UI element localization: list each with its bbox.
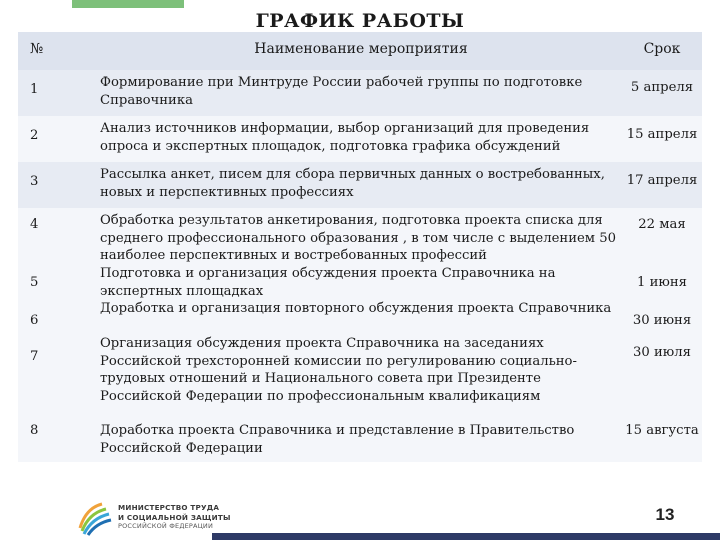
row-activity: Организация обсуждения проекта Справочника на заседаниях Российской трехсторонней комиссии по регулированию социально-трудовых отношений и Национального совета при Президенте Российской Федерации по профессиональным квалификациям <box>100 336 577 404</box>
row-number: 4 <box>30 217 39 232</box>
row-deadline: 15 апреля <box>626 127 698 142</box>
row-number: 6 <box>30 313 39 328</box>
ministry-name <box>118 503 231 532</box>
row-deadline: 30 июня <box>632 313 692 328</box>
row-activity: Анализ источников информации, выбор организаций для проведения опроса и экспертных площадок, подготовка графика обсуждений <box>100 121 590 154</box>
table-row <box>18 116 702 162</box>
row-activity: Формирование при Минтруде России рабочей группы по подготовке Справочника <box>100 75 583 108</box>
page-number: 13 <box>655 505 675 524</box>
header-activity: Наименование мероприятия <box>254 41 468 57</box>
ministry-logo <box>76 498 376 538</box>
row-number: 5 <box>30 275 39 290</box>
row-activity: Рассылка анкет, писем для сбора первичных данных о востребованных, новых и перспективных профессиях <box>100 167 605 200</box>
row-deadline: 17 апреля <box>626 173 698 188</box>
logo-line-3: РОССИЙСКОЙ ФЕДЕРАЦИИ <box>118 522 214 530</box>
footer-bar <box>212 533 720 540</box>
ministry-emblem-icon <box>76 498 114 536</box>
row-deadline: 1 июня <box>637 275 687 290</box>
top-accent-bar <box>72 0 184 8</box>
row-activity: Обработка результатов анкетирования, подготовка проекта списка для среднего профессионального образования , в том числе с выделением 50 наиболее перспективных и востребованных профессий <box>100 213 617 263</box>
row-number: 1 <box>30 82 39 97</box>
table-header-row <box>18 32 702 70</box>
row-number: 8 <box>30 423 39 438</box>
row-deadline: 15 августа <box>625 423 699 438</box>
row-number: 7 <box>30 349 39 364</box>
schedule-table <box>18 32 702 462</box>
row-deadline: 5 апреля <box>630 80 694 95</box>
row-number: 2 <box>30 128 39 143</box>
header-deadline: Срок <box>643 41 681 57</box>
header-number: № <box>30 41 44 57</box>
row-activity: Доработка и организация повторного обсуждения проекта Справочника <box>100 301 612 316</box>
slide-title: ГРАФИК РАБОТЫ <box>255 10 465 32</box>
row-activity: Подготовка и организация обсуждения проекта Справочника на экспертных площадках <box>100 266 556 299</box>
table-row <box>18 70 702 116</box>
table-row <box>18 162 702 208</box>
logo-line-2: И СОЦИАЛЬНОЙ ЗАЩИТЫ <box>118 512 231 522</box>
table-row-group <box>18 208 702 462</box>
row-deadline: 30 июля <box>633 345 691 360</box>
row-deadline: 22 мая <box>638 217 686 232</box>
logo-line-1: МИНИСТЕРСТВО ТРУДА <box>118 503 220 512</box>
row-activity: Доработка проекта Справочника и представление в Правительство Российской Федерации <box>100 423 575 456</box>
row-number: 3 <box>30 174 39 189</box>
